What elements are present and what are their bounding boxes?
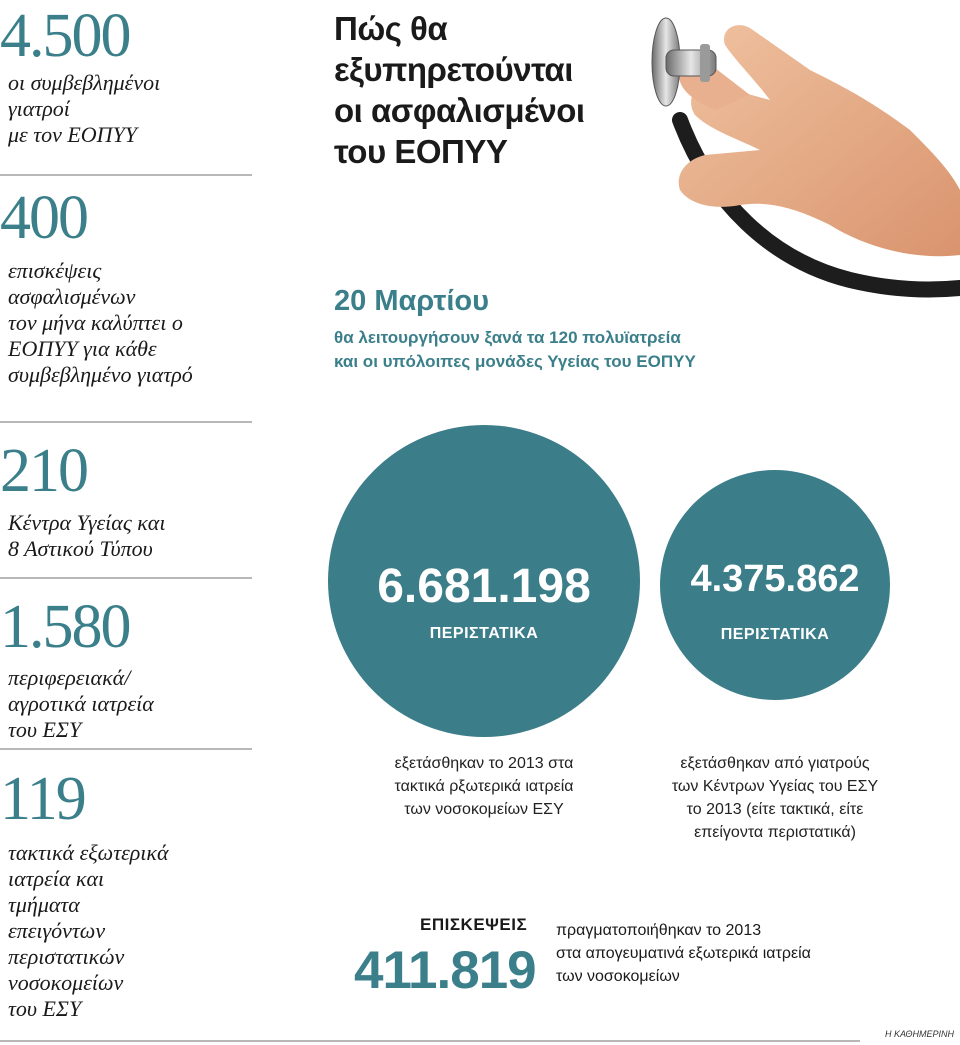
circle-number: 4.375.862	[690, 558, 860, 600]
stat-number-visits: 400	[0, 184, 87, 252]
divider	[0, 174, 252, 176]
stat-text-outpatient: τακτικά εξωτερικά ιατρεία και τμήματα επειγόντων περιστατικών νοσοκομείων του ΕΣΥ	[8, 840, 169, 1021]
circle-number: 6.681.198	[377, 560, 591, 613]
stat-text-visits: επισκέψεις ασφαλισμένων τον μήνα καλύπτει ο ΕΟΠΥΥ για κάθε συμβεβλημένο γιατρό	[8, 258, 193, 387]
circle-caption-health-centers: εξετάσθηκαν από γιατρούς των Κέντρων Υγείας του ΕΣΥ το 2013 (είτε τακτικά, είτε επείγοντα περιστατικά)	[671, 755, 879, 841]
bottom-divider	[0, 1040, 860, 1042]
circle-label: ΠΕΡΙΣΤΑΤΙΚΑ	[720, 626, 830, 643]
divider	[0, 577, 252, 579]
stat-number-doctors: 4.500	[0, 2, 130, 70]
stat-text-rural-clinics: περιφερειακά/ αγροτικά ιατρεία του ΕΣΥ	[8, 665, 154, 742]
source-credit: Η ΚΑΘΗΜΕΡΙΝΗ	[884, 1029, 954, 1039]
stat-text-health-centers: Κέντρα Υγείας και 8 Αστικού Τύπου	[8, 510, 166, 561]
circle-label: ΠΕΡΙΣΤΑΤΙΚΑ	[429, 625, 539, 642]
cases-circle-health-centers	[660, 470, 890, 700]
visits-number: 411.819	[354, 941, 536, 1000]
circle-caption-hospitals: εξετάσθηκαν το 2013 στα τακτικά ρξωτερικά ιατρεία των νοσοκομείων ΕΣΥ	[394, 755, 574, 818]
date-title: 20 Μαρτίου	[334, 285, 490, 317]
cases-circle-hospitals	[328, 425, 640, 737]
page-title: Πώς θα εξυπηρετούνται οι ασφαλισμένοι του ΕΟΠΥΥ	[334, 10, 585, 170]
stat-number-rural-clinics: 1.580	[0, 593, 130, 661]
stat-number-health-centers: 210	[0, 437, 87, 505]
divider	[0, 748, 252, 750]
divider	[0, 421, 252, 423]
visits-text: πραγματοποιήθηκαν το 2013 στα απογευματινά εξωτερικά ιατρεία των νοσοκομείων	[556, 922, 811, 985]
stat-number-outpatient: 119	[0, 765, 85, 833]
stat-text-doctors: οι συμβεβλημένοι γιατροί με τον ΕΟΠΥΥ	[8, 70, 161, 147]
date-subtitle: θα λειτουργήσουν ξανά τα 120 πολυϊατρεία και οι υπόλοιπες μονάδες Υγείας του ΕΟΠΥΥ	[334, 328, 696, 371]
stethoscope-hand-illustration	[620, 0, 960, 330]
visits-label: ΕΠΙΣΚΕΨΕΙΣ	[420, 915, 528, 934]
